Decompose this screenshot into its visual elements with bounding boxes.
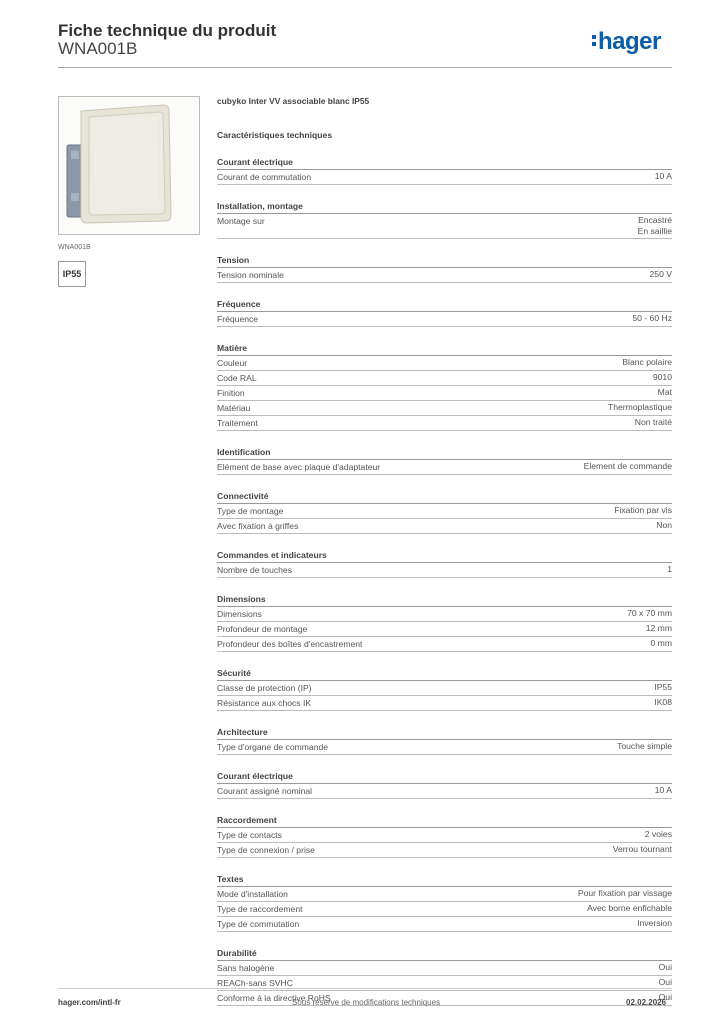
spec-value: Non traité: [634, 417, 672, 427]
product-name: cubyko Inter VV associable blanc IP55: [217, 96, 370, 106]
ip-rating-badge: IP55: [58, 261, 86, 287]
spec-section: [217, 770, 672, 799]
product-reference: WNA001B: [58, 39, 138, 58]
spec-label: Courant de commutation: [217, 172, 312, 182]
spec-row: [217, 607, 672, 622]
spec-value: IK08: [654, 697, 672, 707]
spec-label: Résistance aux chocs IK: [217, 698, 312, 708]
spec-row: [217, 887, 672, 902]
section-title: Raccordement: [217, 814, 672, 828]
spec-row: [217, 961, 672, 976]
spec-row: [217, 917, 672, 932]
spec-row: [217, 371, 672, 386]
spec-row: [217, 828, 672, 843]
section-title: Sécurité: [217, 667, 672, 681]
spec-row: [217, 312, 672, 327]
spec-content: [217, 95, 672, 1006]
spec-row: [217, 416, 672, 431]
spec-value: Thermoplastique: [607, 402, 672, 412]
logo-text: hager: [598, 28, 661, 55]
spec-value: 50 - 60 Hz: [632, 313, 672, 323]
product-image: [58, 96, 200, 235]
spec-label: Type de connexion / prise: [217, 845, 315, 855]
spec-label: Code RAL: [217, 373, 257, 383]
spec-label: Avec fixation à griffes: [217, 521, 299, 531]
spec-label: Profondeur des boîtes d'encastrement: [217, 639, 363, 649]
section-title: Fréquence: [217, 298, 672, 312]
spec-section: [217, 254, 672, 283]
spec-row: [217, 843, 672, 858]
spec-label: Elément de base avec plaque d'adaptateur: [217, 462, 381, 472]
section-title: Matière: [217, 342, 672, 356]
spec-value: Touche simple: [617, 741, 672, 751]
spec-section: [217, 490, 672, 534]
spec-row: [217, 563, 672, 578]
spec-label: Finition: [217, 388, 245, 398]
spec-section: [217, 873, 672, 932]
spec-value: 2 voies: [644, 829, 672, 839]
section-title: Installation, montage: [217, 200, 672, 214]
spec-section: [217, 298, 672, 327]
section-title: Textes: [217, 873, 672, 887]
spec-row: [217, 740, 672, 755]
spec-value: Inversion: [637, 918, 672, 928]
hager-logo: [592, 28, 661, 56]
logo-dots-icon: [592, 32, 596, 49]
section-title: Courant électrique: [217, 156, 672, 170]
spec-section: [217, 156, 672, 185]
spec-section: [217, 342, 672, 431]
spec-label: Nombre de touches: [217, 565, 292, 575]
spec-label: Type de contacts: [217, 830, 282, 840]
section-title: Tension: [217, 254, 672, 268]
spec-label: Matériau: [217, 403, 251, 413]
spec-label: Classe de protection (IP): [217, 683, 312, 693]
spec-row: [217, 902, 672, 917]
spec-section: [217, 726, 672, 755]
spec-row: [217, 401, 672, 416]
spec-label: Courant assigné nominal: [217, 786, 313, 796]
spec-label: Traitement: [217, 418, 258, 428]
section-title: Connectivité: [217, 490, 672, 504]
spec-value: 10 A: [654, 785, 672, 795]
spec-sections: [217, 156, 672, 1006]
section-title: Identification: [217, 446, 672, 460]
spec-value: 250 V: [649, 269, 672, 279]
section-title: Dimensions: [217, 593, 672, 607]
spec-value: IP55: [654, 682, 672, 692]
spec-value: 70 x 70 mm: [627, 608, 672, 618]
spec-value: Avec borne enfichable: [587, 903, 672, 913]
spec-label: Sans halogène: [217, 963, 275, 973]
spec-row: [217, 214, 672, 239]
spec-section: [217, 549, 672, 578]
spec-value: Non: [656, 520, 672, 530]
spec-row: [217, 356, 672, 371]
spec-value: Encastré En saillie: [637, 215, 672, 236]
spec-label: Type de raccordement: [217, 904, 303, 914]
footer-website[interactable]: hager.com/intl-fr: [58, 998, 121, 1007]
spec-value: Blanc polaire: [622, 357, 672, 367]
spec-value: Element de commande: [583, 461, 672, 471]
spec-row: [217, 681, 672, 696]
spec-value: Pour fixation par vissage: [577, 888, 672, 898]
spec-value: 9010: [652, 372, 672, 382]
spec-value: Mat: [657, 387, 672, 397]
footer-notice: Sous réserve de modifications techniques: [292, 998, 441, 1007]
spec-label: Type d'organe de commande: [217, 742, 329, 752]
spec-label: Type de commutation: [217, 919, 300, 929]
spec-row: [217, 784, 672, 799]
spec-row: [217, 622, 672, 637]
spec-label: Type de montage: [217, 506, 284, 516]
spec-row: [217, 991, 672, 1006]
spec-row: [217, 696, 672, 711]
spec-value: Oui: [658, 977, 672, 987]
section-title: Durabilité: [217, 947, 672, 961]
section-title: Commandes et indicateurs: [217, 549, 672, 563]
spec-label: Tension nominale: [217, 270, 284, 280]
spec-value: Fixation par vis: [614, 505, 672, 515]
spec-value: 1: [667, 564, 672, 574]
spec-row: [217, 637, 672, 652]
spec-section: [217, 200, 672, 239]
spec-value: 10 A: [654, 171, 672, 181]
spec-row: [217, 504, 672, 519]
spec-value: 12 mm: [645, 623, 672, 633]
spec-label: Dimensions: [217, 609, 262, 619]
spec-section: [217, 667, 672, 711]
spec-value: 0 mm: [650, 638, 672, 648]
footer-divider: [58, 988, 672, 989]
spec-value: Oui: [658, 992, 672, 1002]
spec-row: [217, 460, 672, 475]
spec-row: [217, 519, 672, 534]
spec-label: Mode d'installation: [217, 889, 288, 899]
spec-label: Conforme à la directive RoHS: [217, 993, 331, 1003]
spec-row: [217, 170, 672, 185]
section-title: Courant électrique: [217, 770, 672, 784]
header-divider: [58, 67, 672, 68]
footer-date: 02.02.2026: [626, 998, 667, 1007]
spec-row: [217, 268, 672, 283]
spec-section: [217, 814, 672, 858]
spec-section: [217, 947, 672, 1006]
page-title: Fiche technique du produit: [58, 21, 277, 40]
spec-section: [217, 446, 672, 475]
spec-label: Montage sur: [217, 216, 265, 226]
image-caption: WNA001B: [58, 244, 91, 251]
spec-section: [217, 593, 672, 652]
spec-label: Profondeur de montage: [217, 624, 308, 634]
spec-heading: Caractéristiques techniques: [217, 130, 333, 140]
spec-row: [217, 386, 672, 401]
spec-value: Oui: [658, 962, 672, 972]
section-title: Architecture: [217, 726, 672, 740]
spec-label: Couleur: [217, 358, 248, 368]
spec-label: REACh-sans SVHC: [217, 978, 293, 988]
switch-photo-icon: [59, 97, 199, 234]
spec-label: Fréquence: [217, 314, 259, 324]
spec-value: Verrou tournant: [612, 844, 672, 854]
